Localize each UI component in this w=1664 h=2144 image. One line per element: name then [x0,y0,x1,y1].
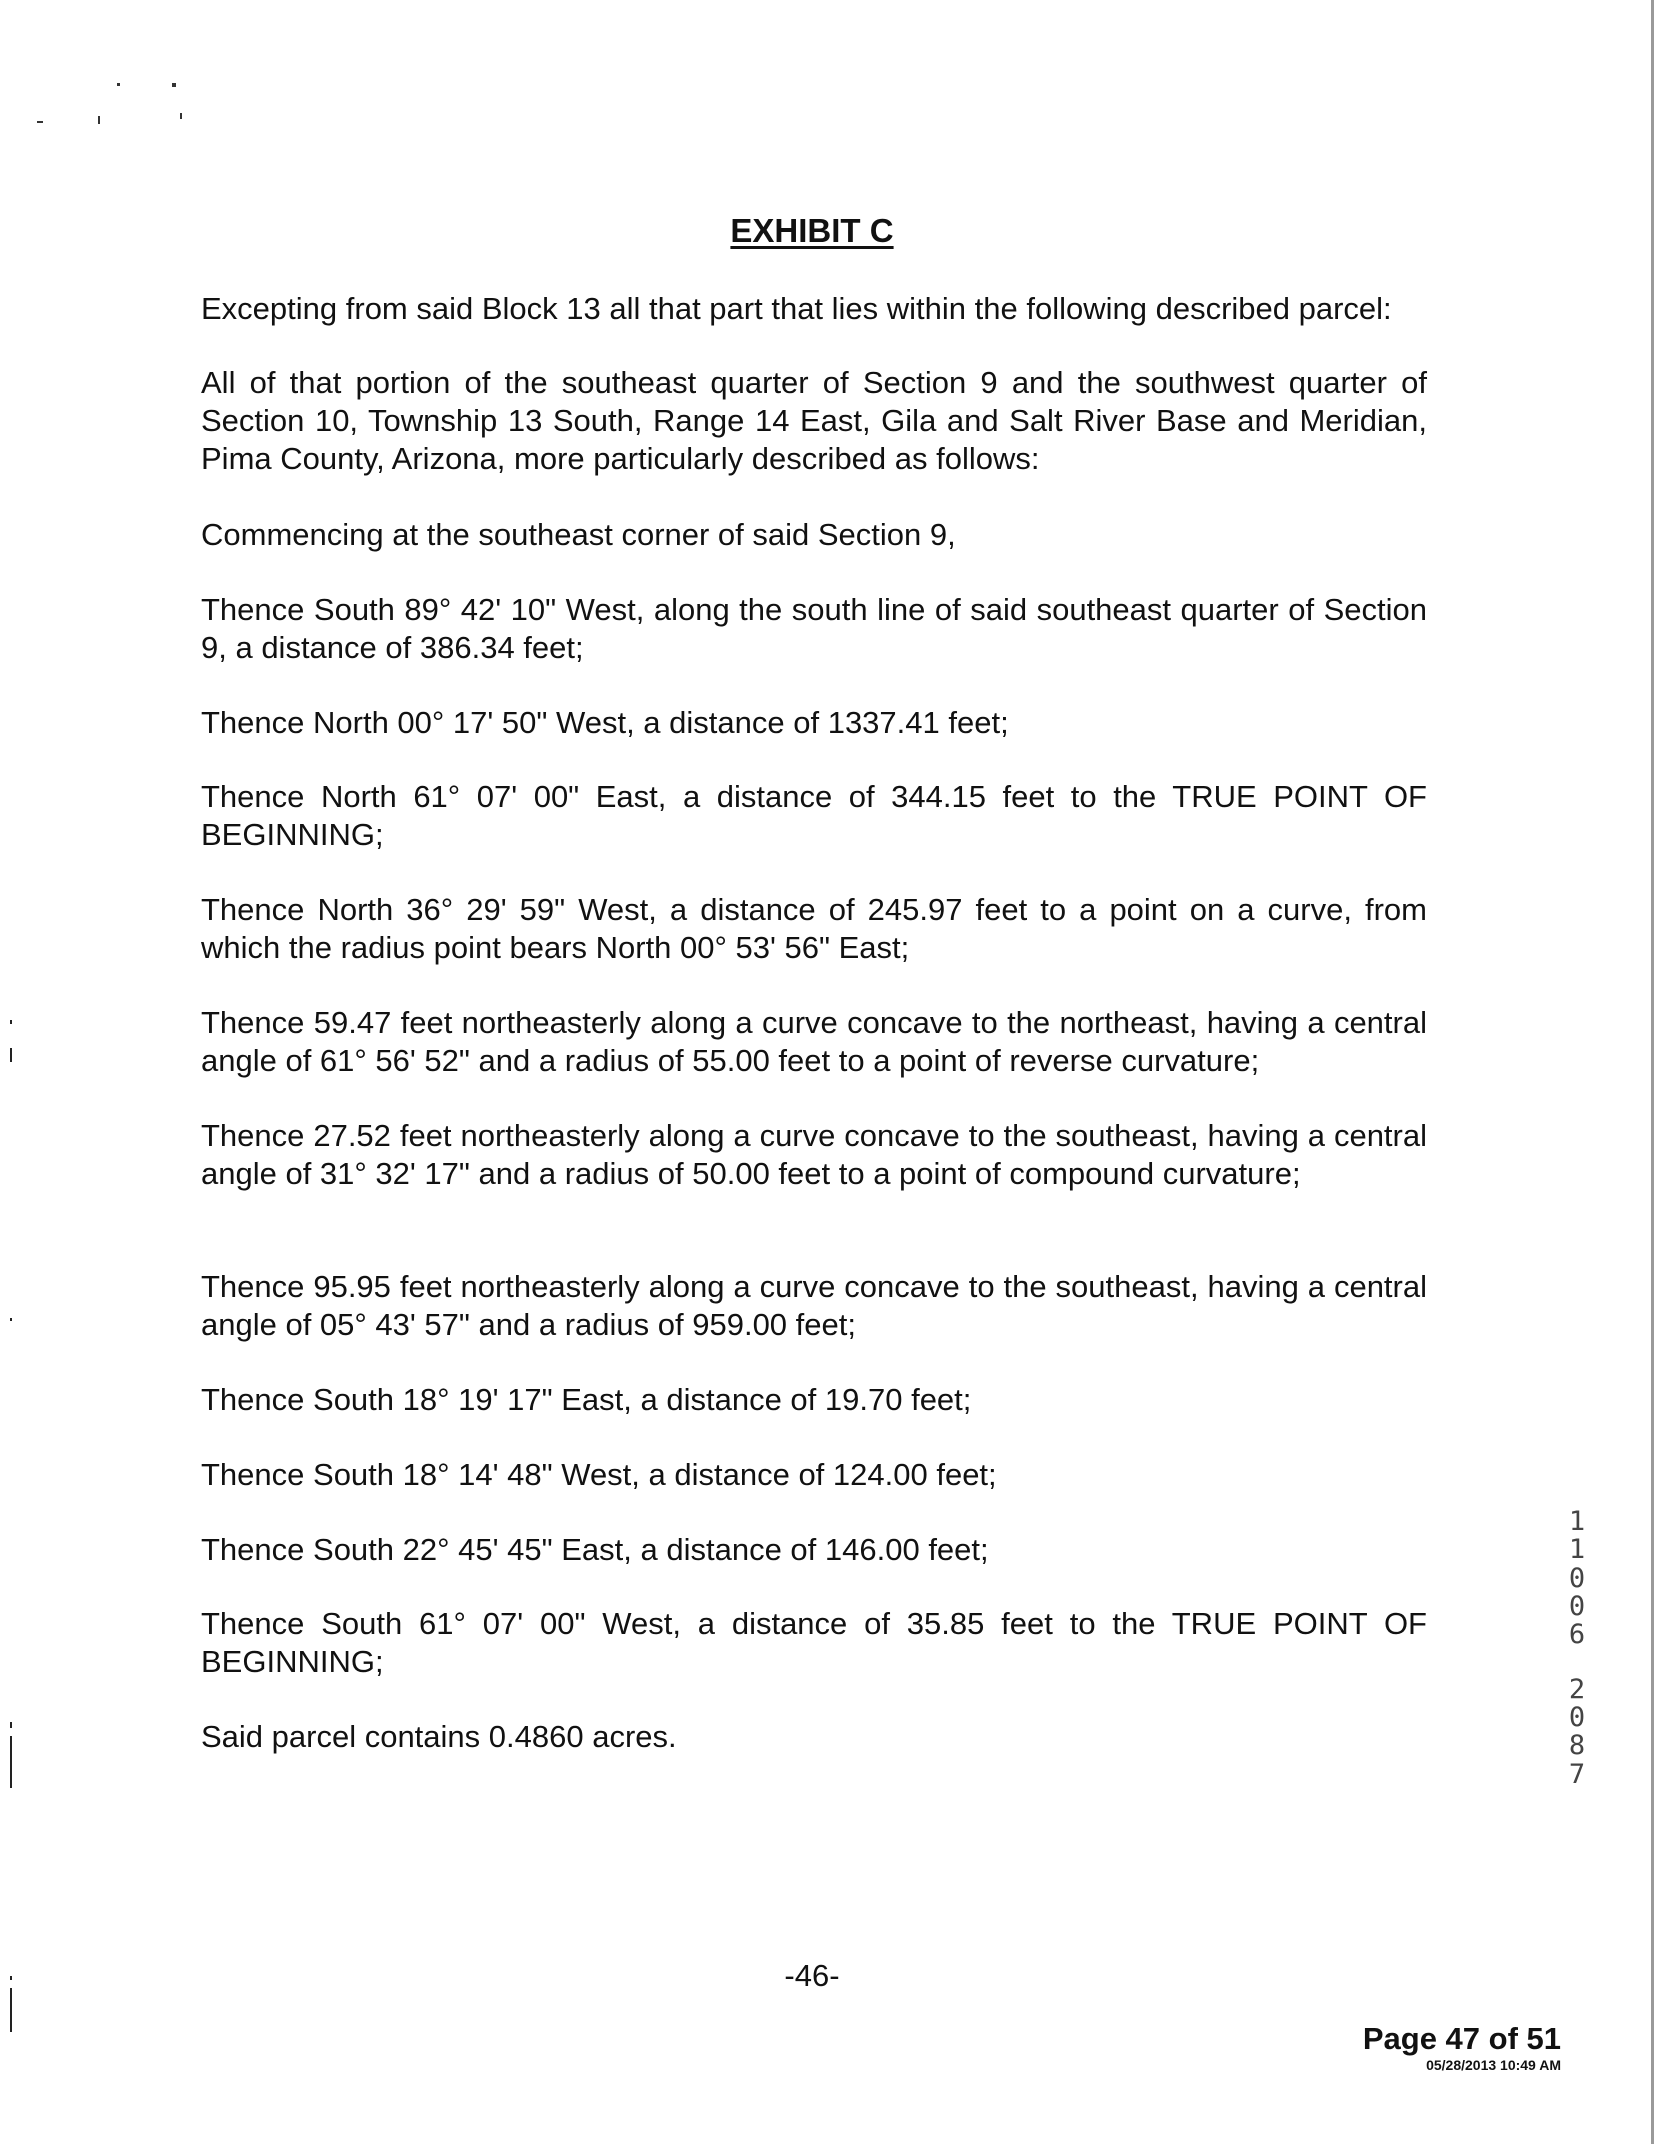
paragraph: Thence 27.52 feet northeasterly along a curve concave to the southeast, having a central angle of 31° 32' 17" and a radius of 50.00 feet to a point of compound curvature; [201,1118,1427,1191]
stamp-digit: 1 [1568,1534,1586,1566]
paragraph: Thence South 61° 07' 00" West, a distance of 35.85 feet to the TRUE POINT OF BEGINNING; [201,1606,1427,1679]
scan-speck [172,83,176,87]
stamp-digit: 7 [1568,1758,1586,1790]
page-edge [1651,0,1654,2144]
stamp-digit: 0 [1568,1702,1586,1734]
print-timestamp: 05/28/2013 10:49 AM [1426,2057,1561,2073]
recording-number-stamp [1562,1508,1592,1789]
paragraph: Thence South 89° 42' 10" West, along the south line of said southeast quarter of Section 9, a distance of 386.34 feet; [201,592,1427,665]
stamp-digit: 1 [1568,1506,1586,1537]
page-number: -46- [784,1958,840,1993]
paragraph: Excepting from said Block 13 all that part that lies within the following described parcel: [201,291,1392,326]
paragraph: Thence North 36° 29' 59" West, a distance of 245.97 feet to a point on a curve, from which the radius point bears North 00° 53' 56" East; [201,892,1427,965]
scan-speck [98,116,100,124]
paragraph: Thence South 18° 14' 48" West, a distance of 124.00 feet; [201,1457,997,1492]
margin-mark [10,1020,12,1024]
document-title: EXHIBIT C [730,212,894,249]
margin-mark [10,1318,12,1321]
margin-mark [10,1048,12,1062]
paragraph: Thence 95.95 feet northeasterly along a curve concave to the southeast, having a central angle of 05° 43' 57" and a radius of 959.00 feet; [201,1269,1427,1342]
paragraph: Thence 59.47 feet northeasterly along a curve concave to the northeast, having a central angle of 61° 56' 52" and a radius of 55.00 feet to a point of reverse curvature; [201,1005,1427,1078]
scan-speck [117,83,120,86]
paragraph: Commencing at the southeast corner of said Section 9, [201,517,956,552]
margin-mark [10,1736,12,1788]
stamp-digit: 0 [1568,1562,1586,1594]
paragraph: Thence North 61° 07' 00" East, a distance of 344.15 feet to the TRUE POINT OF BEGINNING; [201,779,1427,852]
paragraph: All of that portion of the southeast quarter of Section 9 and the southwest quarter of Section 10, Township 13 South, Range 14 East, Gila and Salt River Base and Meridian, Pima County, Arizona, more particularly described as follows: [201,365,1427,476]
scan-speck [180,113,182,119]
paragraph: Thence North 00° 17' 50" West, a distance of 1337.41 feet; [201,705,1009,740]
page-count-label: Page 47 of 51 [1362,2021,1561,2056]
stamp-digit: 0 [1568,1591,1586,1623]
margin-mark [10,1988,12,2032]
margin-mark [10,1722,12,1728]
stamp-digit: 8 [1568,1730,1586,1762]
paragraph: Thence South 22° 45' 45" East, a distance of 146.00 feet; [201,1532,989,1567]
stamp-digit: 6 [1568,1619,1586,1651]
stamp-digit: 2 [1568,1673,1586,1705]
paragraph: Said parcel contains 0.4860 acres. [201,1719,677,1754]
scan-speck [37,121,43,123]
paragraph: Thence South 18° 19' 17" East, a distance of 19.70 feet; [201,1382,972,1417]
